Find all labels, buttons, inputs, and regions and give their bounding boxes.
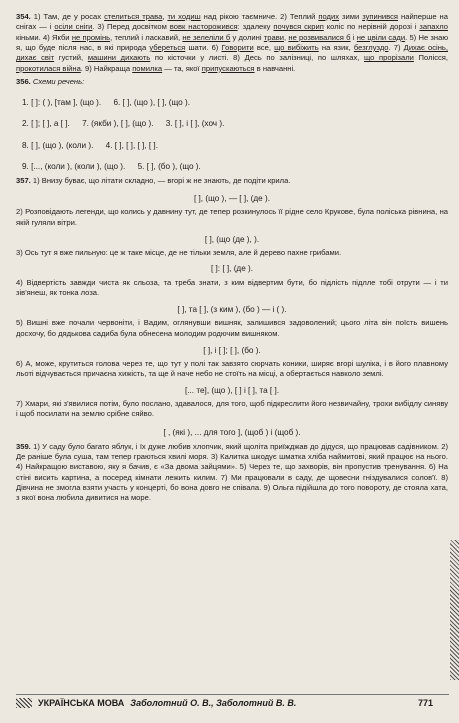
sentence-schema: [ ], і [ ]; [ ], (бо ).: [203, 345, 261, 355]
sentence: 5) Вишні вже почали червоніти, і Вадим, оглянувши вишняк, залишився задоволений; цього літа він поїсть вишень досхочу, бо дядькова садиба була обнесена молодим родючим вишняком.: [16, 318, 448, 338]
sentence-schema: 2. [ ]; [ ], а [ ].: [22, 119, 70, 129]
sentence-schema: 6. [ ], (що ), [ ], (що ).: [113, 98, 190, 108]
sentence-schema: 1. [ ]: ( ), [там ], (що ).: [22, 98, 102, 108]
sentence-schema: [ ], (що ), — [ ], (де ).: [193, 194, 271, 204]
sentence-schema: 9. [..., (коли ), (коли ), (що ).: [22, 161, 126, 171]
exercise-title: Схеми речень:: [30, 76, 85, 86]
sentence-schema: [ ], та [ ], (з ким ), (бо ) — і ( ).: [177, 305, 287, 315]
schema-row: [22, 97, 448, 108]
sentence: 6) А, може, крутиться голова через те, що тут у полі так завзято сюрчать коники, ширяє вгорі шуліка, і в його плавному льоті відчувається причаєна хижість, та ще й наче небо не стоїть на місці, а обертається навколо землі.: [16, 359, 448, 379]
exercise-356: [16, 77, 448, 172]
sentence: 7) Хмари, які з'явилися потім, було послано, здавалося, для того, щоб підкреслити його незвичайну, трохи вибідлу синяву і щоб посилати на землю срібне сяйво.: [16, 398, 448, 419]
sentence-schema: 3. [ ], і [ ], (хоч ).: [165, 119, 225, 129]
exercise-number: 356.: [16, 76, 31, 86]
authors: Заболотний О. В., Заболотний В. В.: [130, 697, 297, 708]
exercise-number: 354.: [16, 12, 31, 21]
sentence-schema: 8. [ ], (що ), (коли ).: [22, 140, 94, 150]
exercise-number: 357.: [16, 175, 31, 185]
sentence-schema: 7. (якби ), [ ], (що ).: [82, 119, 154, 129]
sentence-schema: [... те], (що ), [ ] і [ ], та [ ].: [184, 385, 280, 395]
hatch-icon: [16, 698, 32, 708]
sentence-schema: [ , (які ), ... для того ], (щоб ) і (щоб ).: [163, 427, 301, 437]
schema-row: [22, 140, 448, 151]
schema-row: [22, 161, 448, 172]
sentence-schema: [ ]: [ ], (де ).: [210, 264, 254, 274]
subject-title: УКРАЇНСЬКА МОВА: [38, 697, 125, 708]
exercise-359: 359. 1) У саду було багато яблук, і їх дуже любив хлопчик, який щоліта приїжджав до дідуся, що працював садівником. 2) Де раніше була суша, там тепер граються хвилі моря. 3) Калитка шкодує шматка хліба наймитові, який працює на нього. 4) Найкращою виставою, яку я бачив, є «За двома зайцями». 5) Через те, що захворів, він пропустив тренування. 6) На стіні висить картина, а посеред кімнати лежить килим. 7) Ми працювали в саду, де щовесни гніздувалися солов'ї. 8) Дівчина не змогла взяти участь у концерті, бо вона довго не співала. 9) Ольга підійшла до того повороту, де стояла хата, з якої вона любила дивитися на море.: [16, 441, 448, 503]
sentence-schema: 5. [ ], (бо ), (що ).: [137, 161, 201, 171]
schema-row: [22, 118, 448, 129]
sentence: 4) Відвертість завжди чиста як сльоза, та треба знати, з ким відвертим бути, бо підлість підлле тобі отрути — і ти зів'янеш, як тонка лоза.: [16, 277, 448, 297]
page-number: 771: [417, 697, 433, 708]
exercise-number: 359.: [16, 441, 31, 451]
page-content: [16, 12, 448, 506]
sentence-schema: [ ], (що (де ), ).: [204, 234, 260, 244]
sentence: 3) Ось тут я вже пильную: це ж таке місце, де не тільки земля, але й дерево пахне грибами.: [16, 248, 342, 258]
sentence: 1) Внизу буває, що літати складно, — вгорі ж не знають, де подіти крила.: [30, 175, 291, 185]
sentence-schema: 4. [ ], [ ], [ ], [ ].: [105, 140, 158, 150]
exercise-357: [16, 176, 448, 438]
sentence: 2) Розповідають легенди, що колись у давнину тут, де тепер розкинулось її рідне село Крукове, була поліська рівнина, на якій гуляли вітри.: [16, 207, 448, 227]
decorative-margin-pattern: [450, 540, 459, 680]
exercise-354: 354. 1) Там, де у росах стелиться трава, ти ходиш над рікою таємниче. 2) Теплий подих зими зупинився найперше на снігах — і осіли сніги. 3) Перед досвітком вовк насторожився: здалеку почувся скрип коліс по нерівній дорозі і запахло кіньми. 4) Якби не промінь, теплий і ласкавий, не зелеліли б у долині трави, не розвивалися б і не цвіли сади. 5) Не знаю я, що буде після нас, в які природа убереться шати. 6) Говорити все, що вибіжить на язик, безглуздо. 7) Дихає осінь, дихає світ густий, машини дихають по кісточки у листі. 8) Десь по залізниці, по шляхах, що прорізали Полісся, прокотилася війна. 9) Найкраща помилка — та, якої припускаються в навчанні.: [16, 12, 449, 73]
page-footer: [16, 694, 449, 710]
